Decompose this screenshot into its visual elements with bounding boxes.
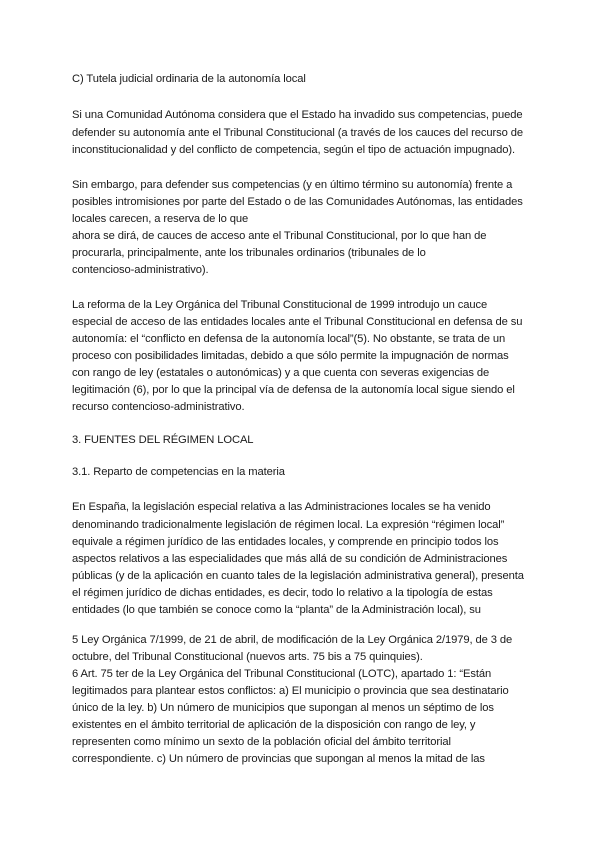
paragraph-1-line: defender su autonomía ante el Tribunal Constitucional (a través de los cauces del recurso de [72, 127, 524, 139]
paragraph-3-line: proceso con posibilidades limitadas, debido a que sólo permite la impugnación de normas [72, 350, 509, 362]
paragraph-3-line: especial de acceso de las entidades locales ante el Tribunal Constitucional en defensa de su [72, 316, 523, 328]
footnote-line: existentes en el ámbito territorial de aplicación de la disposición con rango de ley, y [72, 719, 476, 731]
paragraph-4-line: En España, la legislación especial relativa a las Administraciones locales se ha venido [72, 501, 491, 513]
paragraph-4-line: equivale a régimen jurídico de las entidades locales, y comprende en principio todos los [72, 536, 499, 548]
paragraph-2-line: procurarla, principalmente, ante los tribunales ordinarios (tribunales de lo [72, 247, 426, 259]
footnote-line: representen como mínimo un sexto de la población oficial del ámbito territorial [72, 736, 451, 748]
paragraph-4-line: aspectos relativos a las especialidades que más allá de su condición de Administraciones [72, 553, 508, 565]
paragraph-3-line: legitimación (6), por lo que la principal vía de defensa de la autonomía local sigue siendo el [72, 384, 515, 396]
paragraph-2-line: Sin embargo, para defender sus competencias (y en último término su autonomía) frente a [72, 179, 513, 191]
paragraph-3-line: recurso contencioso-administrativo. [72, 401, 245, 413]
footnote-line: octubre, del Tribunal Constitucional (nuevos arts. 75 bis a 75 quinquies). [72, 651, 423, 663]
paragraph-3-line: La reforma de la Ley Orgánica del Tribunal Constitucional de 1999 introdujo un cauce [72, 299, 488, 311]
footnote-line: legitimados para plantear estos conflictos: a) El municipio o provincia que sea destinatario [72, 685, 509, 697]
section-heading-c: C) Tutela judicial ordinaria de la autonomía local [72, 73, 306, 85]
section-heading-3-1: 3.1. Reparto de competencias en la materia [72, 466, 285, 478]
footnote-line: único de la ley. b) Un número de municipios que supongan al menos un séptimo de los [72, 702, 494, 714]
paragraph-3-line: con rango de ley (estatales o autonómicas) y a que cuenta con severas exigencias de [72, 367, 490, 379]
paragraph-2-line: contencioso-administrativo). [72, 264, 209, 276]
paragraph-4-line: públicas (y de la aplicación en cuanto tales de la legislación administrativa general), presenta [72, 570, 524, 582]
paragraph-2-line: locales carecen, a reserva de lo que [72, 213, 249, 225]
paragraph-2-line: posibles intromisiones por parte del Estado o de las Comunidades Autónomas, las entidades [72, 196, 523, 208]
paragraph-4-line: denominando tradicionalmente legislación de régimen local. La expresión “régimen local” [72, 519, 505, 531]
section-heading-3: 3. FUENTES DEL RÉGIMEN LOCAL [72, 434, 254, 446]
paragraph-2-line: ahora se dirá, de cauces de acceso ante el Tribunal Constitucional, por lo que han de [72, 230, 487, 242]
paragraph-4-line: entidades (lo que también se conoce como la “planta” de la Administración local), su [72, 604, 481, 616]
footnote-line: 5 Ley Orgánica 7/1999, de 21 de abril, de modificación de la Ley Orgánica 2/1979, de 3 de [72, 634, 513, 646]
paragraph-4-line: el régimen jurídico de dichas entidades, es decir, todo lo relativo a la tipología de estas [72, 587, 493, 599]
paragraph-1-line: inconstitucionalidad y del conflicto de competencia, según el tipo de actuación impugnado). [72, 144, 516, 156]
footnote-line: correspondiente. c) Un número de provincias que supongan al menos la mitad de las [72, 753, 485, 765]
paragraph-3-line: autonomía: el “conflicto en defensa de la autonomía local”(5). No obstante, se trata de un [72, 333, 506, 345]
paragraph-1-line: Si una Comunidad Autónoma considera que el Estado ha invadido sus competencias, puede [72, 109, 523, 121]
footnote-line: 6 Art. 75 ter de la Ley Orgánica del Tribunal Constitucional (LOTC), apartado 1: “Están [72, 668, 492, 680]
